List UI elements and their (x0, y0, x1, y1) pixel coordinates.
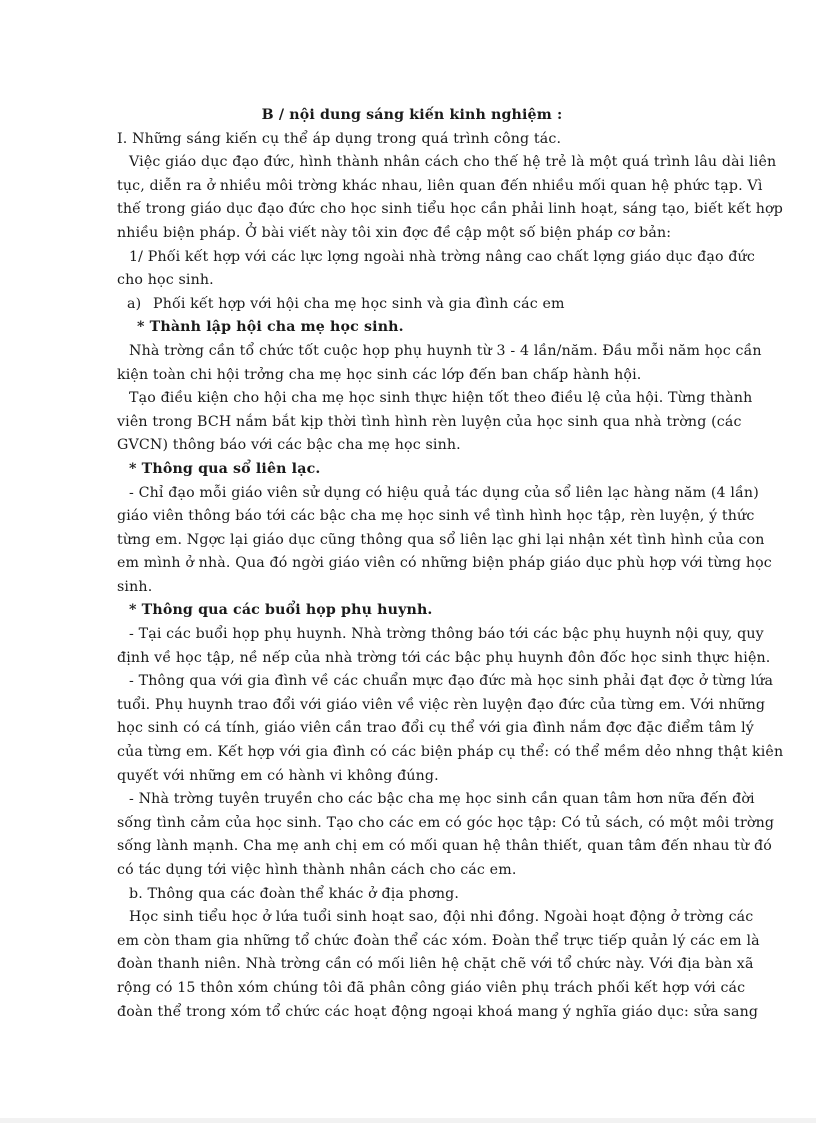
text-line: Tạo điều kiện cho hội cha mẹ học sinh thực hiện tốt theo điều lệ của hội. Từng thành (129, 390, 753, 407)
intro-paragraph (117, 151, 783, 245)
paragraph-contact-book (117, 482, 772, 600)
paragraph-local-organizations (117, 906, 760, 1024)
text-line: - Chỉ đạo mỗi giáo viên sử dụng có hiệu quả tác dụng của sổ liên lạc hàng năm (4 lần) (129, 484, 759, 501)
text-line: của từng em. Kết hợp với gia đình có các biện pháp cụ thể: có thể mềm dẻo nhng thật kiên (117, 744, 784, 761)
item-a-marker: a) (127, 295, 142, 312)
paragraph-parent-meetings-2 (117, 670, 784, 788)
text-line: tuổi. Phụ huynh trao đổi với giáo viên về việc rèn luyện đạo đức của từng em. Với những (117, 696, 766, 713)
heading-parent-meetings: * Thông qua các buổi họp phụ huynh. (129, 602, 433, 619)
paragraph-parent-meetings-1 (117, 623, 771, 670)
text-line: giáo viên thông báo tới các bậc cha mẹ học sinh về tình hình học tập, rèn luyện, ý thức (117, 508, 755, 525)
text-line: Nhà trờng cần tổ chức tốt cuộc họp phụ huynh từ 3 - 4 lần/năm. Đầu mỗi năm học cần (129, 342, 762, 359)
text-line: - Thông qua với gia đình về các chuẩn mực đạo đức mà học sinh phải đạt đợc ở từng lứa (129, 673, 774, 690)
text-line: tục, diễn ra ở nhiều môi trờng khác nhau, liên quan đến nhiều mối quan hệ phức tạp. Vì (117, 177, 763, 194)
paragraph-parent-meetings-3 (117, 788, 775, 882)
text-line: sống lành mạnh. Cha mẹ anh chị em có mối quan hệ thân thiết, quan tâm đến nhau từ đó (117, 838, 772, 855)
text-line: GVCN) thông báo với các bậc cha mẹ học sinh. (117, 437, 461, 454)
item-b: b. Thông qua các đoàn thể khác ở địa phơng. (129, 885, 460, 902)
text-line: Học sinh tiểu học ở lứa tuổi sinh hoạt sao, đội nhi đồng. Ngoài hoạt động ở trờng các (129, 909, 754, 926)
text-line: rộng có 15 thôn xóm chúng tôi đã phân công giáo viên phụ trách phối kết hợp với các (117, 979, 746, 996)
document-title: B / nội dung sáng kiến kinh nghiệm : (261, 107, 563, 123)
document-page (117, 104, 784, 1024)
text-line: có tác dụng tới việc hình thành nhân cách cho các em. (117, 862, 517, 878)
text-line: định về học tập, nề nếp của nhà trờng tới các bậc phụ huynh đôn đốc học sinh thực hiện. (117, 649, 771, 666)
item-a (117, 293, 697, 317)
text-line: em còn tham gia những tổ chức đoàn thể các xóm. Đoàn thể trực tiếp quản lý các em là (117, 932, 760, 949)
section-heading: I. Những sáng kiến cụ thể áp dụng trong quá trình công tác. (117, 130, 562, 147)
text-line: từng em. Ngợc lại giáo dục cũng thông qua sổ liên lạc ghi lại nhận xét tình hình của con (117, 531, 765, 548)
text-line: - Nhà trờng tuyên truyền cho các bậc cha mẹ học sinh cần quan tâm hơn nữa đến đời (129, 791, 755, 808)
heading-parents-association: * Thành lập hội cha mẹ học sinh. (137, 319, 404, 336)
text-line: viên trong BCH nắm bắt kịp thời tình hình rèn luyện của học sinh qua nhà trờng (các (117, 413, 742, 430)
text-line: đoàn thanh niên. Nhà trờng cần có mối liên hệ chặt chẽ với tổ chức này. Với địa bàn xã (117, 956, 754, 973)
page-bottom-edge (0, 1118, 816, 1123)
text-line: thế trong giáo dục đạo đức cho học sinh tiểu học cần phải linh hoạt, sáng tạo, biết kết hợp (117, 201, 783, 218)
text-line: sinh. (117, 578, 153, 595)
text-line: đoàn thể trong xóm tổ chức các hoạt động ngoại khoá mang ý nghĩa giáo dục: sửa sang (117, 1003, 759, 1020)
text-line: Việc giáo dục đạo đức, hình thành nhân cách cho thế hệ trẻ là một quá trình lâu dài liên (129, 154, 777, 171)
text-line: - Tại các buổi họp phụ huynh. Nhà trờng thông báo tới các bậc phụ huynh nội quy, quy (129, 626, 764, 643)
text-line: em mình ở nhà. Qua đó ngời giáo viên có những biện pháp giáo dục phù hợp với từng học (117, 555, 772, 572)
text-line: nhiều biện pháp. Ở bài viết này tôi xin đợc đề cập một số biện pháp cơ bản: (117, 224, 672, 241)
text-line: sống tình cảm của học sinh. Tạo cho các em có góc học tập: Có tủ sách, có một môi trờng (117, 814, 775, 831)
text-line: cho học sinh. (117, 272, 214, 289)
measure-1-heading (117, 246, 755, 293)
heading-contact-book: * Thông qua sổ liên lạc. (129, 460, 321, 477)
text-line: 1/ Phối kết hợp với các lực lợng ngoài nhà trờng nâng cao chất lợng giáo dục đạo đức (129, 248, 755, 265)
paragraph-parents-association-2 (117, 387, 753, 458)
text-line: kiện toàn chi hội trởng cha mẹ học sinh các lớp đến ban chấp hành hội. (117, 366, 642, 383)
item-a-text: Phối kết hợp với hội cha mẹ học sinh và gia đình các em (153, 295, 565, 312)
paragraph-parents-association-1 (117, 340, 762, 387)
text-line: học sinh có cá tính, giáo viên cần trao đổi cụ thể với gia đình nắm đợc đặc điểm tâm lý (117, 720, 754, 737)
text-line: quyết với những em có hành vi không đúng. (117, 767, 439, 784)
